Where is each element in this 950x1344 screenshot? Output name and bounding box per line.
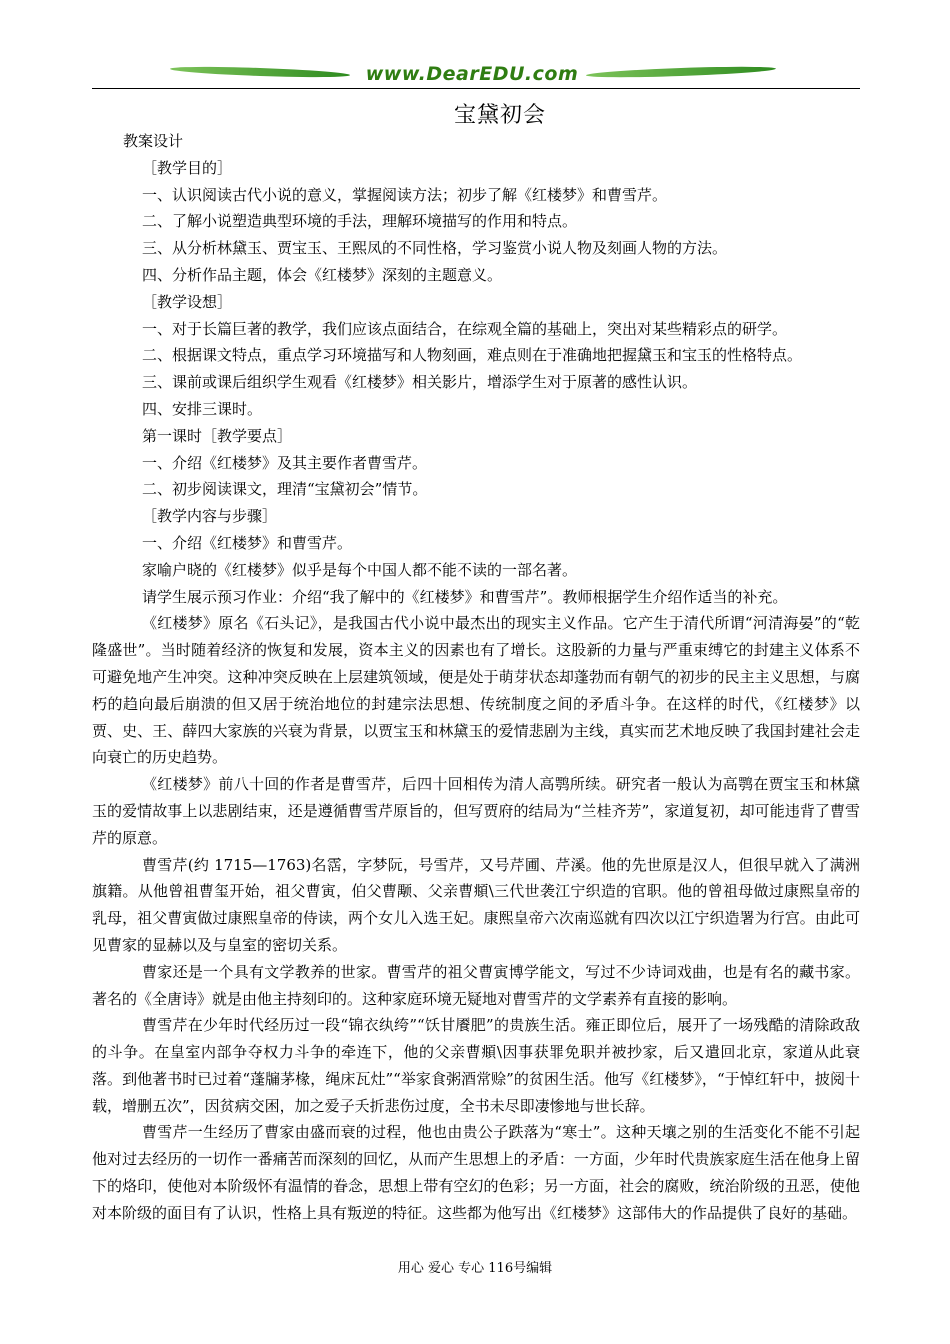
- paragraph: 家喻户晓的《红楼梦》似乎是每个中国人都不能不读的一部名著。: [142, 560, 578, 579]
- paragraph-lesson-design: 教案设计: [123, 132, 184, 150]
- paragraph: 曹家还是一个具有文学教养的世家。曹雪芹的祖父曹寅博学能文，写过不少诗词戏曲，也是有名的藏书家。著名的《全唐诗》就是由他主持刻印的。这种家庭环境无疑地对曹雪芹的文学素养有直接的影响。: [92, 962, 860, 1008]
- page-footer: 用心 爱心 专心 116号编辑: [397, 1261, 553, 1276]
- paragraph: 二、初步阅读课文，理清“宝黛初会”情节。: [142, 480, 428, 499]
- section-heading-goals: ［教学目的］: [142, 158, 233, 177]
- header-divider: [92, 88, 860, 89]
- paragraph: 四、安排三课时。: [142, 399, 263, 418]
- paragraph: 一、介绍《红楼梦》及其主要作者曹雪芹。: [142, 453, 428, 472]
- green-swoosh-right: [586, 65, 776, 80]
- paragraph: 一、介绍《红楼梦》和曹雪芹。: [142, 533, 353, 552]
- paragraph: 请学生展示预习作业：介绍“我了解中的《红楼梦》和曹雪芹”。教师根据学生介绍作适当的补充。: [142, 587, 788, 606]
- site-logo: www.DearEDU.com: [365, 63, 579, 85]
- paragraph: 曹雪芹(约 1715—1763)名霑，字梦阮，号雪芹，又号芹圃、芹溪。他的先世原是汉人，但很早就入了满洲旗籍。从他曾祖曹玺开始，祖父曹寅，伯父曹颙、父亲曹頫\三代世袭江宁织造的官职。他的曾祖母做过康熙皇帝的乳母，祖父曹寅做过康熙皇帝的侍读，两个女儿入选王妃。康熙皇帝六次南巡就有四次以江宁织造署为行宫。由此可见曹家的显赫以及与皇室的密切关系。: [92, 855, 860, 954]
- paragraph: 四、分析作品主题，体会《红楼梦》深刻的主题意义。: [142, 265, 503, 284]
- paragraph: 一、认识阅读古代小说的意义，掌握阅读方法；初步了解《红楼梦》和曹雪芹。: [142, 185, 668, 204]
- paragraph: 三、课前或课后组织学生观看《红楼梦》相关影片，增添学生对于原著的感性认识。: [142, 373, 698, 392]
- green-swoosh-left: [170, 65, 350, 79]
- paragraph: 三、从分析林黛玉、贾宝玉、王熙凤的不同性格，学习鉴赏小说人物及刻画人物的方法。: [142, 239, 728, 258]
- paragraph: 曹雪芹一生经历了曹家由盛而衰的过程，他也由贵公子跌落为“寒士”。这种天壤之别的生活变化不能不引起他对过去经历的一切作一番痛苦而深刻的回忆，从而产生思想上的矛盾：一方面，少年时代贵族家庭生活在他身上留下的烙印，使他对本阶级怀有温情的眷念，思想上带有空幻的色彩；另一方面，社会的腐败，统治阶级的丑恶，使他对本阶级的面目有了认识，性格上具有叛逆的特征。这些都为他写出《红楼梦》这部伟大的作品提供了良好的基础。: [92, 1123, 860, 1222]
- section-heading-steps: ［教学内容与步骤］: [142, 507, 278, 526]
- section-heading-ideas: ［教学设想］: [142, 292, 233, 311]
- paragraph: 《红楼梦》前八十回的作者是曹雪芹，后四十回相传为清人高鹗所续。研究者一般认为高鹗在贾宝玉和林黛玉的爱情故事上以悲剧结束，还是遵循曹雪芹原旨的，但写贾府的结局为“兰桂齐芳”，家道复初，却可能违背了曹雪芹的原意。: [92, 775, 860, 847]
- paragraph: 二、了解小说塑造典型环境的手法，理解环境描写的作用和特点。: [142, 212, 578, 231]
- paragraph: 一、对于长篇巨著的教学，我们应该点面结合，在综观全篇的基础上，突出对某些精彩点的研学。: [142, 319, 788, 338]
- document-body: [92, 128, 860, 1227]
- paragraph: 曹雪芹在少年时代经历过一段“锦衣纨绔”“饫甘餍肥”的贵族生活。雍正即位后，展开了一场残酷的清除政敌的斗争。在皇室内部争夺权力斗争的牵连下，他的父亲曹頫\因事获罪免职并被抄家，后又遣回北京，家道从此衰落。到他著书时已过着“蓬牖茅椽，绳床瓦灶”“举家食粥酒常赊”的贫困生活。他写《红楼梦》，“于悼红轩中，披阅十载，增删五次”，因贫病交困，加之爱子夭折悲伤过度，全书未尽即凄惨地与世长辞。: [92, 1016, 860, 1115]
- page-header: [92, 60, 860, 90]
- section-heading-lesson-one: 第一课时［教学要点］: [142, 426, 293, 445]
- paragraph: 二、根据课文特点，重点学习环境描写和人物刻画，难点则在于准确地把握黛玉和宝玉的性格特点。: [142, 346, 803, 365]
- page-title: 宝黛初会: [453, 103, 546, 128]
- paragraph: 《红楼梦》原名《石头记》，是我国古代小说中最杰出的现实主义作品。它产生于清代所谓“河清海晏”的“乾隆盛世”。当时随着经济的恢复和发展，资本主义的因素也有了增长。这股新的力量与严重束缚它的封建主义体系不可避免地产生冲突。这种冲突反映在上层建筑领域，便是处于萌芽状态却蓬勃而有朝气的初步的民主主义思想，与腐朽的趋向最后崩溃的但又居于统治地位的封建宗法思想、传统制度之间的矛盾斗争。在这样的时代，《红楼梦》以贾、史、王、薛四大家族的兴衰为背景，以贾宝玉和林黛玉的爱情悲剧为主线，真实而艺术地反映了我国封建社会走向衰亡的历史趋势。: [92, 614, 860, 767]
